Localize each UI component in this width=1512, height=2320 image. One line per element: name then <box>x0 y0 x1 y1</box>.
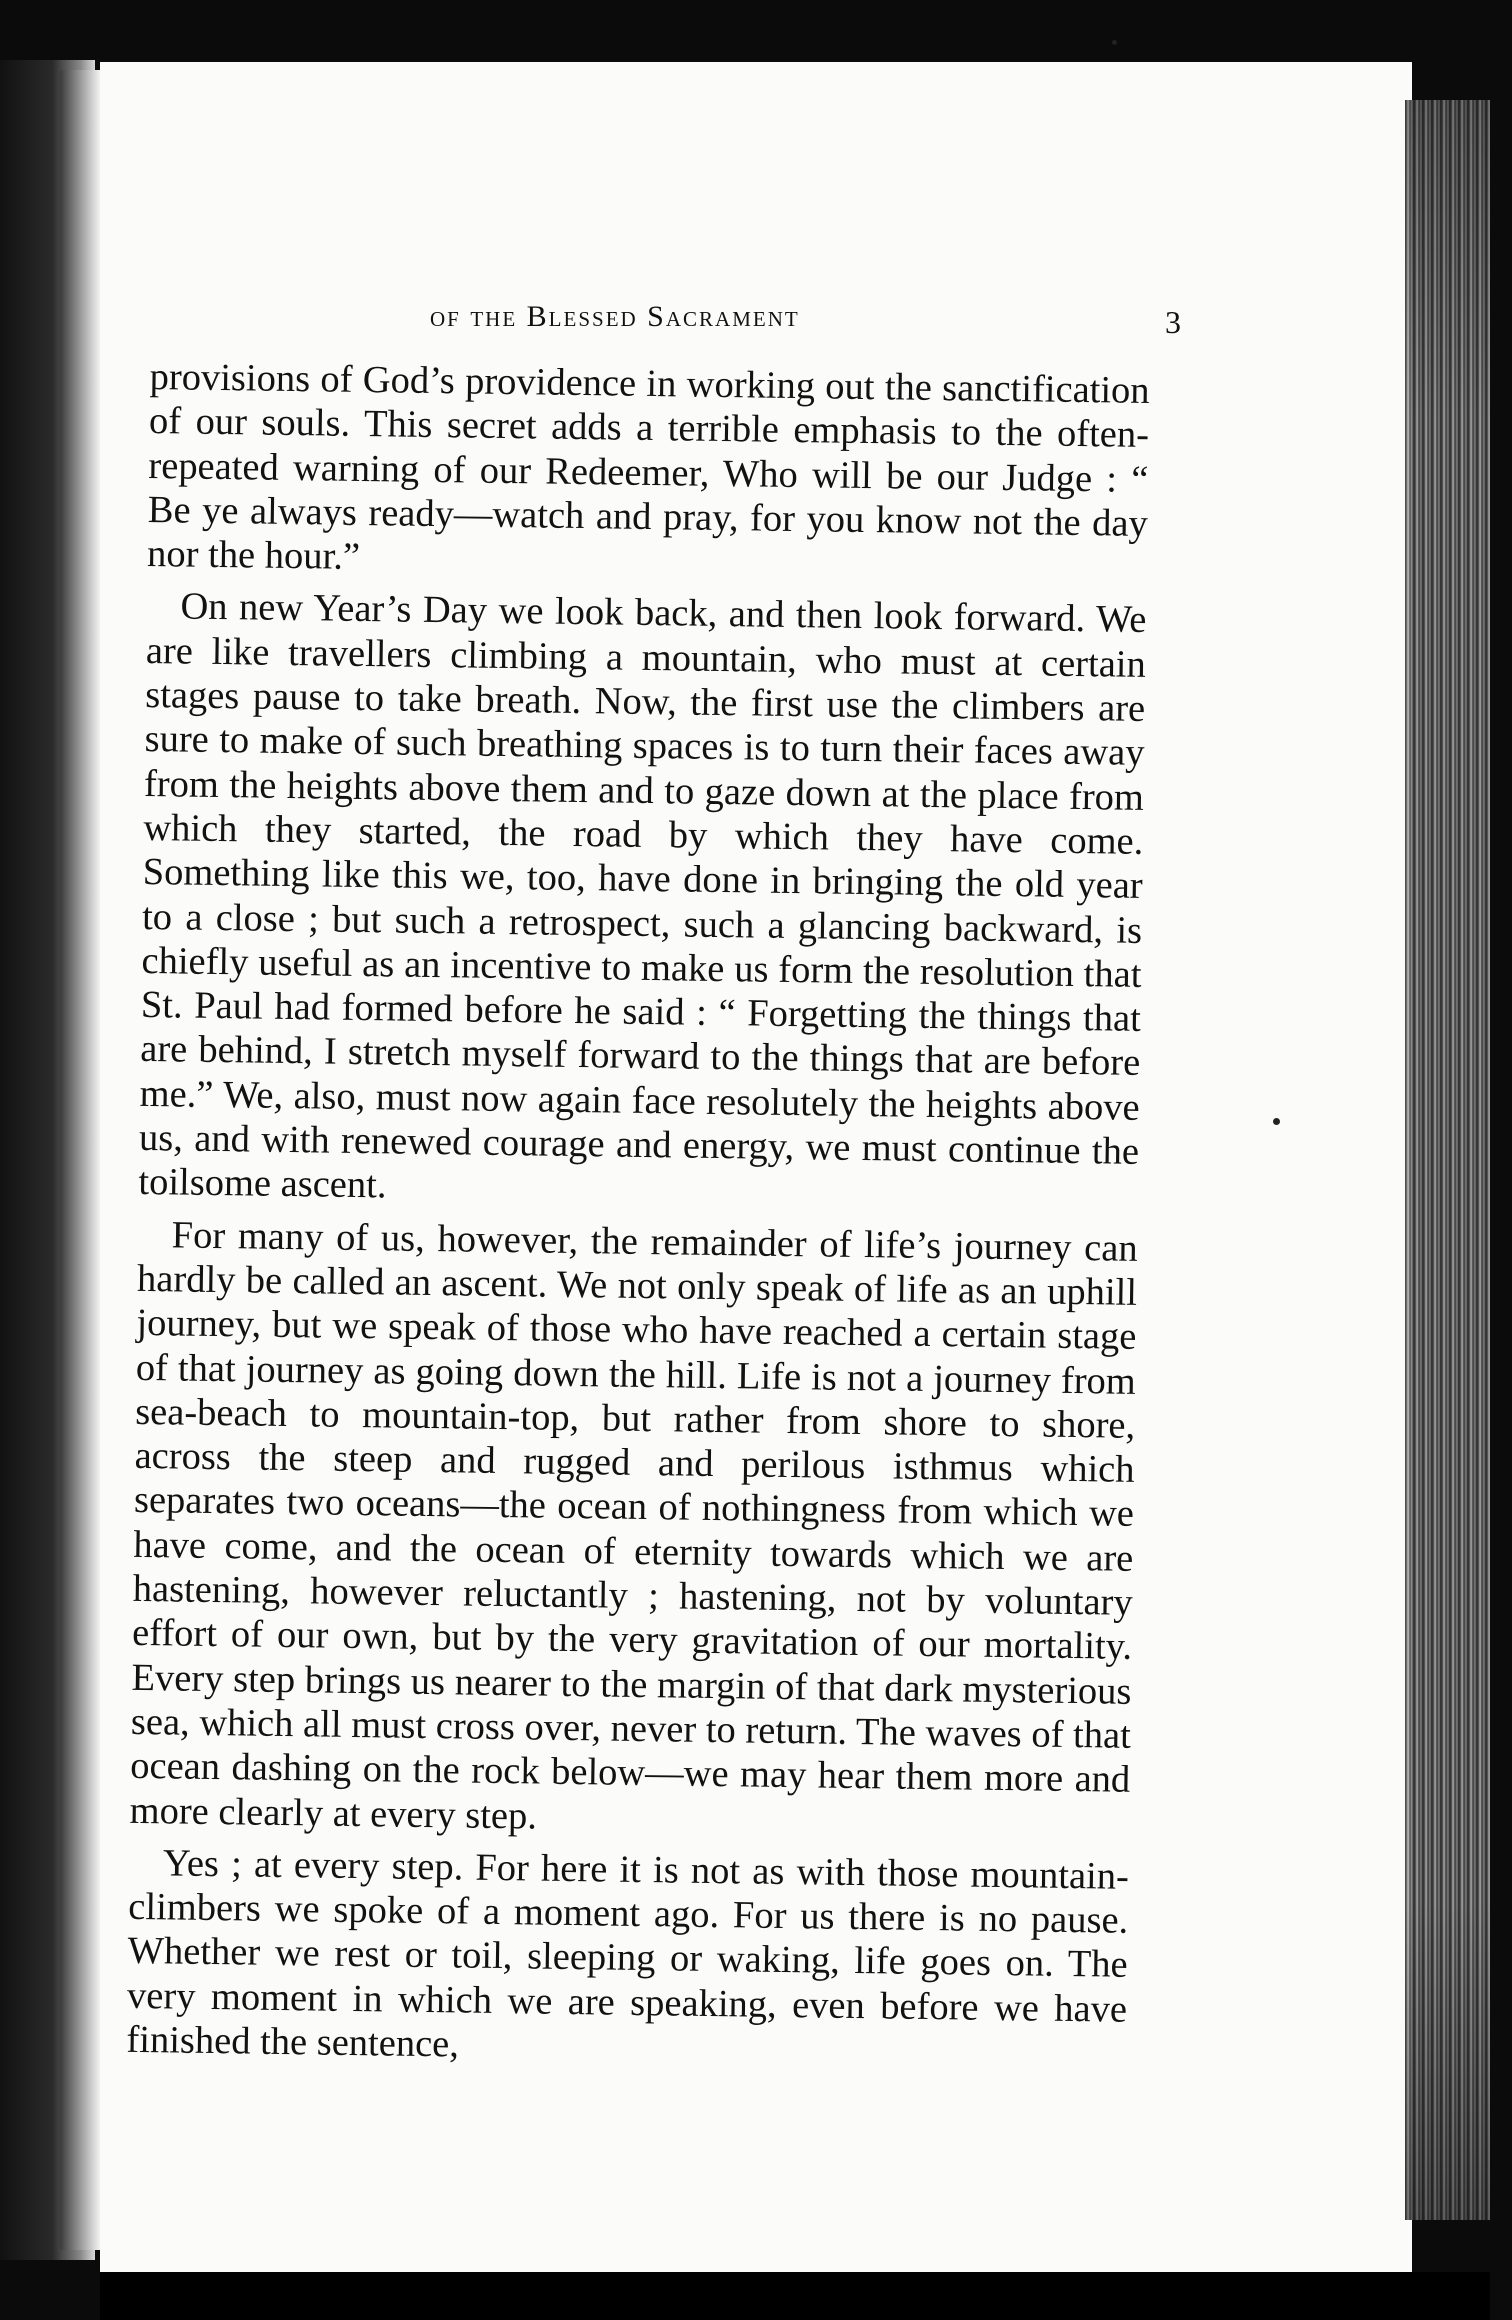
paragraph: provisions of God’s providence in working out the sanctification of our souls. This secret adds a terrible emphasis to the often-repeated warning of our Redeemer, Who will be our Judge : “ Be ye always ready—watch and pray, for you know not the day nor the hour.” <box>146 355 1150 579</box>
speck-dot <box>1112 40 1117 45</box>
page-edges-shadow <box>1405 100 1490 2220</box>
bottom-shadow <box>100 2272 1490 2320</box>
speck-dot <box>1273 1118 1280 1125</box>
facing-page-sliver <box>60 70 100 2250</box>
paragraph: On new Year’s Day we look back, and then look forward. We are like travellers climbing a mountain, who must at certain stages pause to take breath. Now, the first use the climbers are sure to make of such breathing spaces is to turn their faces away from the heights above them and to gaze down at the place from which they started, the road by which they have come. Something like this we, too, have done in bringing the old year to a close ; but such a retrospect, such a glancing backward, is chiefly useful as an incentive to make us form the resolution that St. Paul had formed before he said : “ Forgetting the things that are behind, I stretch myself forward to the things that are before me.” We, also, must now again face resolutely the heights above us, and with renewed courage and energy, we must continue the toilsome ascent. <box>138 585 1147 1207</box>
page-number: 3 <box>1165 304 1181 340</box>
body-text <box>126 355 1150 2084</box>
page-header <box>150 300 1240 340</box>
paragraph: For many of us, however, the remainder of life’s journey can hardly be called an ascent. We not only speak of life as an uphill journey, but we speak of those who have reached a certain stage of that journey as going down the hill. Life is not a journey from sea-beach to mountain-top, but rather from shore to shore, across the steep and rugged and perilous isthmus which separates two oceans—the ocean of nothingness from which we have come, and the ocean of eternity towards which we are hastening, however reluctantly ; hastening, not by voluntary effort of our own, but by the very gravitation of our mortality. Every step brings us nearer to the margin of that dark mysterious sea, which all must cross over, never to return. The waves of that ocean dashing on the rock below—we may hear them more and more clearly at every step. <box>129 1214 1138 1838</box>
running-head: of the Blessed Sacrament <box>430 300 800 333</box>
paragraph: Yes ; at every step. For here it is not as with those mountain-climbers we spoke of a moment ago. For us there is no pause. Whether we rest or toil, sleeping or waking, life goes on. The very moment in which we are speaking, even before we have finished the sentence, <box>126 1842 1130 2066</box>
